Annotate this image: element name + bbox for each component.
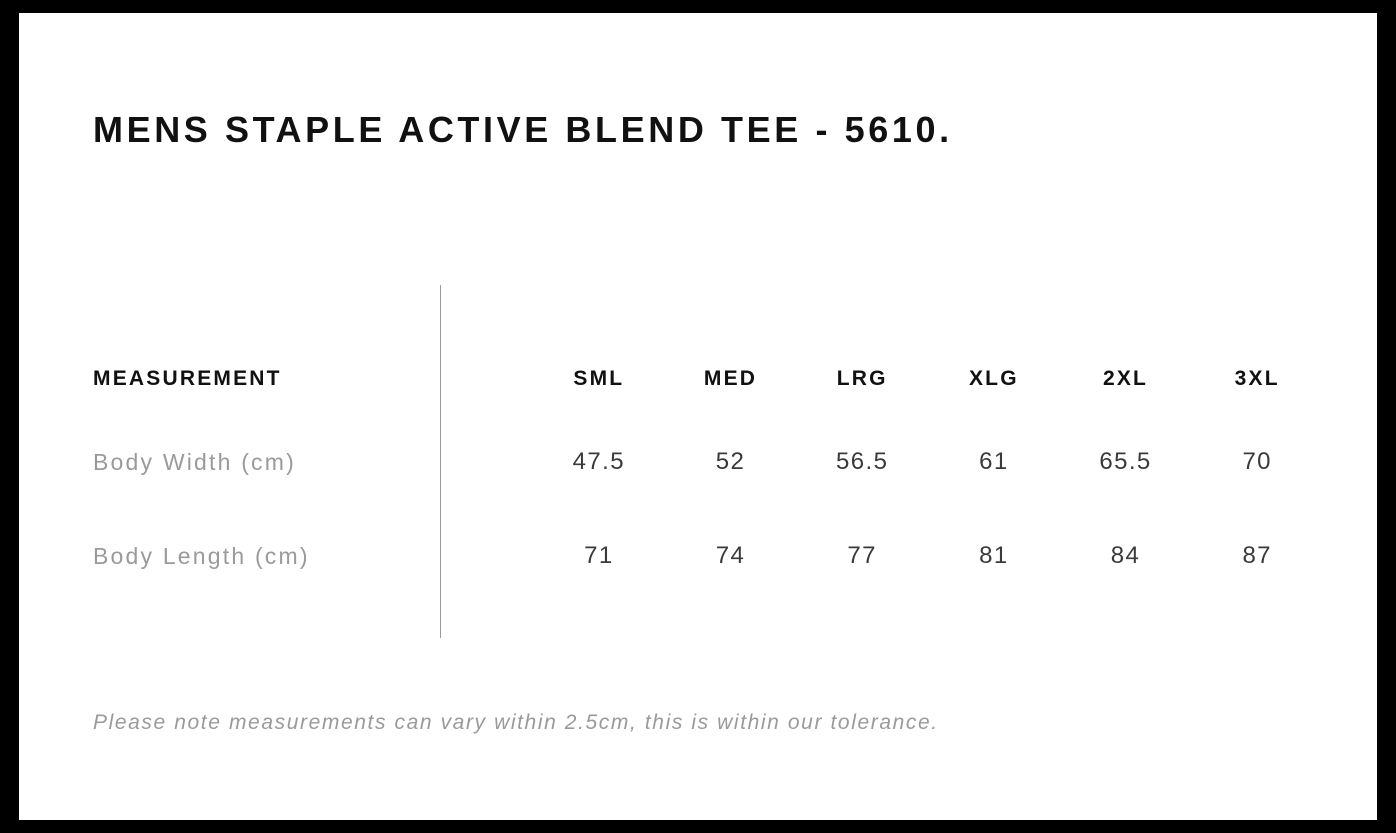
column-header-lrg: LRG (836, 367, 888, 390)
row-label-body-width: Body Width (cm) (93, 448, 296, 475)
cell-body-length-xlg: 81 (979, 542, 1009, 569)
column-header-2xl: 2XL (1102, 367, 1149, 390)
cell-body-width-3xl: 70 (1242, 448, 1272, 475)
page-title: MENS STAPLE ACTIVE BLEND TEE - 5610. (93, 109, 953, 150)
cell-body-width-med: 52 (715, 448, 746, 475)
cell-body-length-med: 74 (715, 542, 746, 569)
size-chart-table (93, 343, 1323, 603)
column-header-med: MED (703, 367, 758, 390)
cell-body-length-2xl: 84 (1110, 542, 1141, 569)
cell-body-width-lrg: 56.5 (836, 448, 889, 475)
row-label-body-length: Body Length (cm) (93, 542, 310, 569)
column-header-3xl: 3XL (1234, 367, 1280, 390)
column-header-measurement: MEASUREMENT (93, 367, 282, 390)
cell-body-width-sml: 47.5 (572, 448, 625, 475)
tolerance-note: Please note measurements can vary within 2.5cm, this is within our tolerance. (93, 711, 939, 734)
cell-body-length-sml: 71 (584, 542, 614, 569)
table-row (93, 509, 1323, 603)
table-header-row (93, 343, 1323, 415)
cell-body-length-lrg: 77 (847, 542, 877, 569)
cell-body-width-2xl: 65.5 (1099, 448, 1152, 475)
table-row (93, 415, 1323, 509)
cell-body-width-xlg: 61 (979, 448, 1009, 475)
size-chart-page (19, 13, 1377, 820)
column-header-xlg: XLG (968, 367, 1019, 390)
column-header-sml: SML (573, 367, 625, 390)
cell-body-length-3xl: 87 (1242, 542, 1272, 569)
